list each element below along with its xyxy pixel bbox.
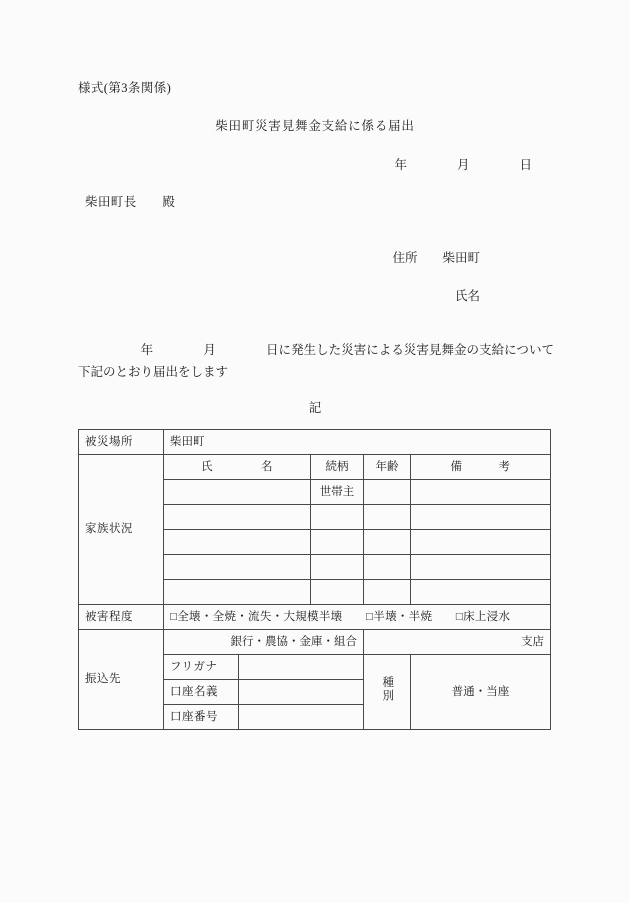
family-header-name: 氏 名 (164, 455, 311, 480)
family-row-age[interactable] (364, 480, 411, 505)
account-number-label: 口座番号 (164, 705, 239, 730)
disaster-location-label: 被災場所 (79, 430, 164, 455)
account-name-label: 口座名義 (164, 680, 239, 705)
family-row-remarks[interactable] (411, 480, 551, 505)
family-row-relation[interactable]: 世帯主 (311, 480, 364, 505)
family-header-age: 年齢 (364, 455, 411, 480)
application-form-table (78, 429, 551, 730)
family-row-name[interactable] (164, 580, 311, 605)
family-row-relation[interactable] (311, 555, 364, 580)
account-number-value[interactable] (239, 705, 364, 730)
account-name-value[interactable] (239, 680, 364, 705)
table-row-family-header (79, 455, 551, 480)
furigana-value[interactable] (239, 655, 364, 680)
damage-level-label: 被害程度 (79, 605, 164, 630)
family-row-relation[interactable] (311, 530, 364, 555)
family-row-age[interactable] (364, 505, 411, 530)
family-row-age[interactable] (364, 555, 411, 580)
branch-label[interactable]: 支店 (364, 630, 551, 655)
damage-level-options[interactable]: □全壊・全焼・流失・大規模半壊 □半壊・半焼 □床上浸水 (164, 605, 551, 630)
family-row-name[interactable] (164, 480, 311, 505)
transfer-destination-label: 振込先 (79, 630, 164, 730)
table-row-damage-level (79, 605, 551, 630)
body-paragraph: 年 月 日に発生した災害による災害見舞金の支給について下記のとおり届出をします (78, 343, 554, 379)
addressee-line: 柴田町長 殿 (85, 195, 176, 209)
applicant-address-line: 住所 柴田町 (392, 251, 480, 265)
family-row-remarks[interactable] (411, 505, 551, 530)
family-row-remarks[interactable] (411, 580, 551, 605)
family-row-name[interactable] (164, 530, 311, 555)
document-title: 柴田町災害見舞金支給に係る届出 (215, 119, 415, 133)
table-row-transfer-bank (79, 630, 551, 655)
family-row-name[interactable] (164, 555, 311, 580)
family-status-label: 家族状況 (79, 455, 164, 605)
account-type-options[interactable]: 普通・当座 (411, 655, 551, 730)
bank-type-options[interactable]: 銀行・農協・金庫・組合 (164, 630, 364, 655)
family-row-age[interactable] (364, 580, 411, 605)
family-row-remarks[interactable] (411, 530, 551, 555)
table-row-disaster-location (79, 430, 551, 455)
family-row-age[interactable] (364, 530, 411, 555)
family-header-remarks: 備 考 (411, 455, 551, 480)
family-row-name[interactable] (164, 505, 311, 530)
furigana-label: フリガナ (164, 655, 239, 680)
kiji-mark: 記 (308, 401, 322, 415)
applicant-name-line: 氏名 (454, 289, 480, 303)
family-row-relation[interactable] (311, 505, 364, 530)
family-header-relation: 続柄 (311, 455, 364, 480)
disaster-location-value[interactable]: 柴田町 (164, 430, 551, 455)
account-type-label: 種別 (364, 655, 411, 730)
family-row-remarks[interactable] (411, 555, 551, 580)
form-code: 様式(第3条関係) (78, 81, 172, 95)
family-row-relation[interactable] (311, 580, 364, 605)
submission-date-line: 年 月 日 (394, 158, 532, 172)
